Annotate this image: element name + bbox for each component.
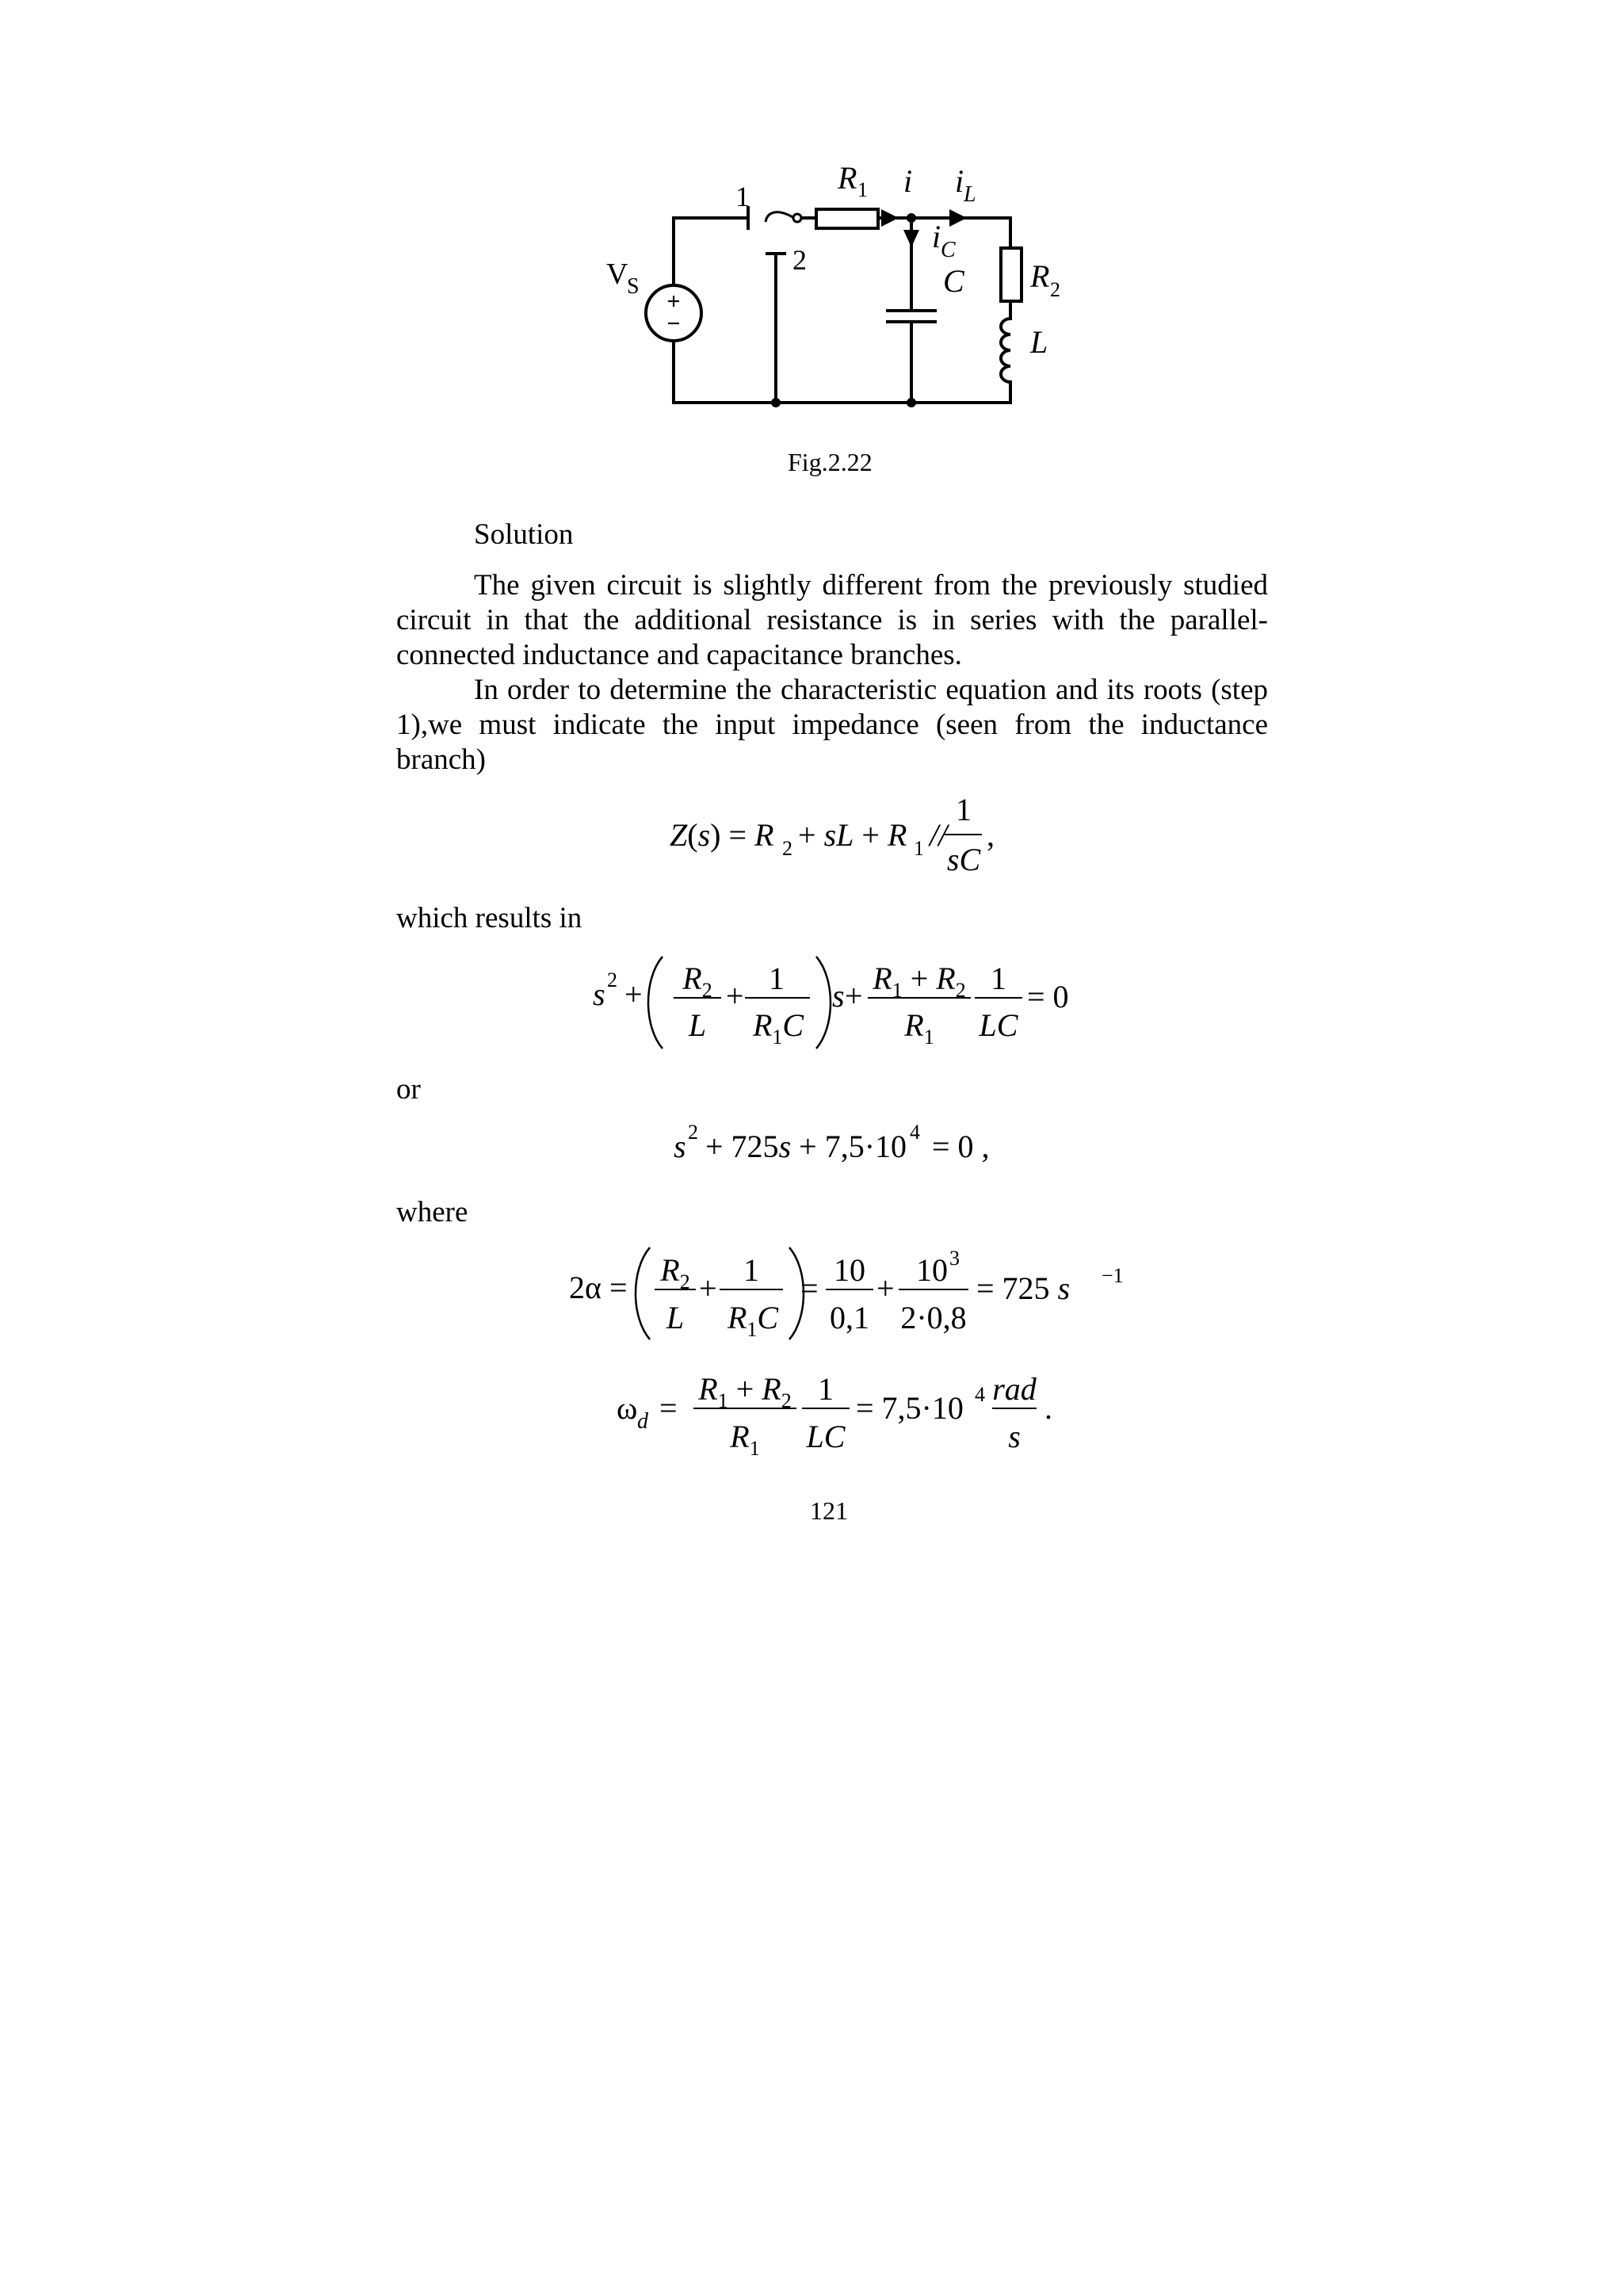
il-label: i xyxy=(955,163,964,199)
switch-pos1-label: 1 xyxy=(735,181,750,212)
r2-sub: 2 xyxy=(1050,278,1060,301)
current-i-arrow xyxy=(881,209,899,227)
svg-text:R1 + R2: $R_1 + R_2$ xyxy=(698,1371,792,1412)
svg-text://: // xyxy=(930,817,948,853)
svg-text:2α =: 2α = xyxy=(569,1270,628,1305)
svg-text:0,1: 0,1 xyxy=(830,1300,869,1335)
solution-heading: Solution xyxy=(474,518,574,551)
source-plus: + xyxy=(666,288,681,315)
svg-text:2·0,8: 2·0,8 xyxy=(900,1300,967,1335)
r1-sub: 1 xyxy=(857,178,868,201)
svg-text:R1C: $R_1C$ xyxy=(727,1300,779,1341)
current-ic-arrow xyxy=(903,230,919,247)
svg-text:2: 2 xyxy=(688,1121,698,1144)
i-label: i xyxy=(903,163,913,199)
svg-text:+: + xyxy=(699,1270,717,1306)
c-label: C xyxy=(943,263,964,299)
paragraph-2 xyxy=(396,673,1268,777)
svg-text:+: + xyxy=(845,978,863,1014)
svg-text:1: 1 xyxy=(914,837,924,860)
or-text: or xyxy=(396,1073,421,1106)
svg-text:−1: −1 xyxy=(1102,1264,1124,1287)
svg-text:.: . xyxy=(1044,1390,1052,1426)
switch-pos2-label: 2 xyxy=(792,244,807,276)
svg-text:2: 2 xyxy=(782,837,792,860)
svg-text:R2: $R_2$ xyxy=(682,961,712,1002)
svg-text:,: , xyxy=(987,817,995,853)
l-label: L xyxy=(1030,324,1048,360)
svg-text:R1: $R_1$ xyxy=(904,1007,934,1049)
which-results-text: which results in xyxy=(396,902,582,934)
paragraph-1 xyxy=(396,568,1268,673)
svg-text:3: 3 xyxy=(949,1247,960,1270)
svg-text:L: L xyxy=(666,1300,685,1335)
svg-text:10: 10 xyxy=(834,1252,865,1288)
ic-label: i xyxy=(932,219,941,254)
svg-text:+: + xyxy=(726,978,744,1014)
svg-text:s: s xyxy=(1008,1419,1021,1454)
il-sub: L xyxy=(964,182,976,207)
figure-caption: Fig.2.22 xyxy=(788,448,873,476)
svg-text:sC: sC xyxy=(946,842,981,877)
svg-text:+ sL + R: + sL + R xyxy=(798,817,907,853)
svg-text:R1: $R_1$ xyxy=(730,1419,760,1458)
equation-omega xyxy=(610,1355,1078,1458)
page-number: 121 xyxy=(810,1496,848,1525)
r1-label: R xyxy=(838,160,857,196)
svg-text:4: 4 xyxy=(910,1121,920,1144)
svg-text:= 0 ,: = 0 , xyxy=(932,1129,990,1164)
r2-label: R xyxy=(1030,258,1050,294)
equation-impedance xyxy=(662,785,1026,884)
svg-text:1: 1 xyxy=(818,1371,834,1407)
svg-text:=: = xyxy=(800,1270,819,1306)
svg-text:R2: $R_2$ xyxy=(660,1252,690,1293)
vs-sub: S xyxy=(627,274,640,299)
where-text: where xyxy=(396,1196,468,1228)
svg-text:1: 1 xyxy=(956,792,972,827)
svg-text:L: L xyxy=(688,1007,707,1043)
svg-text:=: = xyxy=(659,1390,678,1426)
svg-text:10: 10 xyxy=(916,1252,948,1288)
svg-text:= 0: = 0 xyxy=(1027,979,1069,1014)
svg-text:Z(s) = R: Z(s) = R xyxy=(670,817,774,853)
circuit-diagram xyxy=(555,151,1109,420)
svg-text:LC: LC xyxy=(979,1007,1018,1043)
svg-text:s: s xyxy=(593,976,605,1012)
svg-text:rad: rad xyxy=(992,1371,1037,1407)
svg-text:1: 1 xyxy=(743,1252,759,1288)
svg-text:s: s xyxy=(674,1129,686,1164)
svg-text:s: s xyxy=(832,978,845,1014)
svg-text:ω: ω xyxy=(617,1390,638,1426)
svg-text:R1 + R2: $R_1 + R_2$ xyxy=(873,961,966,1002)
svg-text:4: 4 xyxy=(975,1383,985,1406)
svg-text:= 7,5·10: = 7,5·10 xyxy=(856,1390,964,1426)
equation-alpha xyxy=(563,1236,1133,1347)
svg-text:d: d xyxy=(637,1409,648,1434)
svg-text:2: 2 xyxy=(607,968,617,991)
vs-label: V xyxy=(606,258,628,291)
equation-numeric xyxy=(667,1114,1016,1177)
svg-text:R1C: $R_1C$ xyxy=(752,1007,804,1049)
current-il-arrow xyxy=(949,209,967,227)
svg-text:= 725 s: = 725 s xyxy=(976,1270,1071,1306)
svg-text:1: 1 xyxy=(769,961,785,996)
svg-text:+ 725s + 7,5·10: + 725s + 7,5·10 xyxy=(705,1129,907,1164)
svg-text:1: 1 xyxy=(991,961,1006,996)
paragraph-2-text: In order to determine the characteristic equation and its roots (step 1),we must indicate the input impedance (seen from the inductance branch) xyxy=(396,674,1268,776)
ic-sub: C xyxy=(941,238,956,262)
source-minus: − xyxy=(666,311,681,337)
svg-text:+: + xyxy=(624,976,643,1012)
svg-text:LC: LC xyxy=(806,1419,846,1454)
svg-text:+: + xyxy=(876,1270,895,1306)
equation-characteristic xyxy=(586,947,1078,1054)
paragraph-1-text: The given circuit is slightly different from the previously studied circuit in that the additional resistance is in series with the parallel-connected inductance and capacitance branches. xyxy=(396,569,1268,671)
